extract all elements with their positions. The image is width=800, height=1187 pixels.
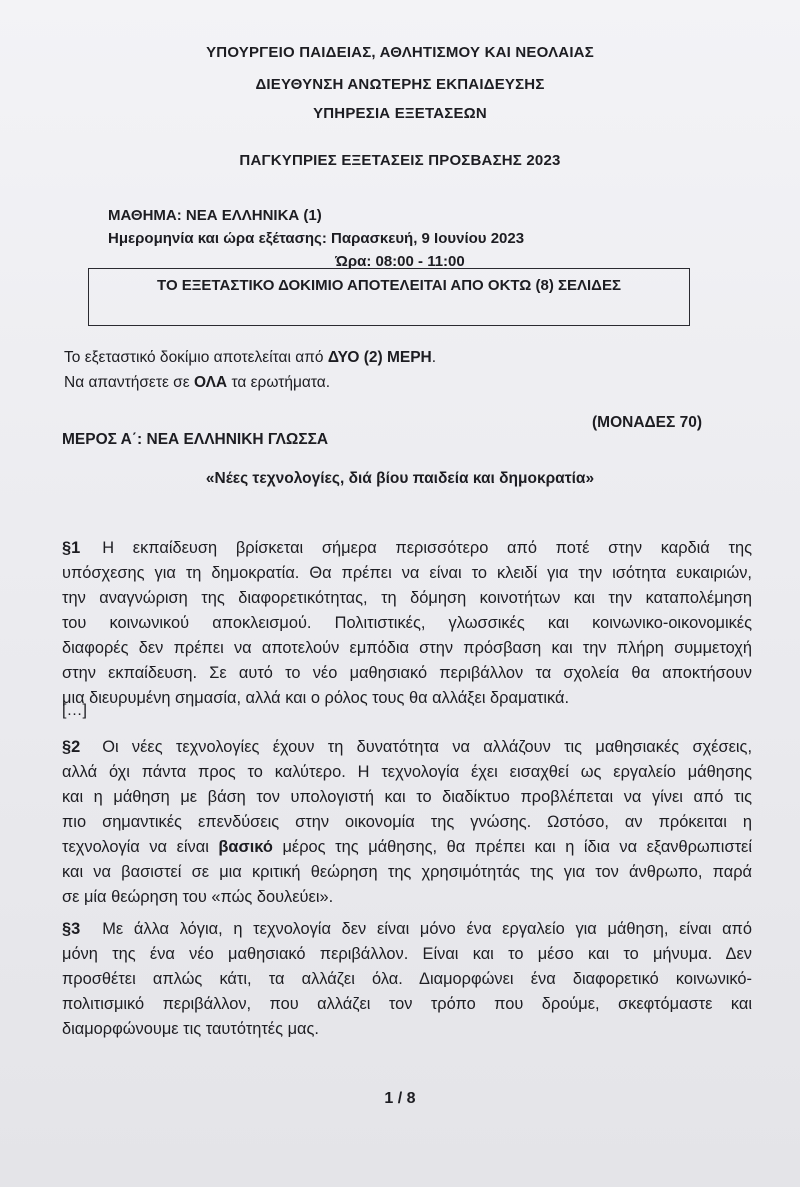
paragraph-text: Η εκπαίδευση βρίσκεται σήμερα περισσότερο από ποτέ στην καρδιά της	[102, 539, 752, 557]
paragraph-text: τεχνολογία να είναι	[62, 838, 219, 856]
paragraph-line: διαφορές δεν πρέπει να αποτελούν εμπόδια στην πρόσβαση και την πλήρη συμμετοχή	[62, 639, 752, 657]
paragraph-line	[62, 917, 752, 942]
paragraph-text: Με άλλα λόγια, η τεχνολογία δεν είναι μόνο ένα εργαλείο για μάθηση, είναι από	[102, 920, 752, 938]
paragraph-line: και η μάθηση με βάση τον υπολογιστή και το διαδίκτυο προβλέπεται να γίνει από τις	[62, 788, 752, 806]
page-number: 1 / 8	[384, 1090, 416, 1107]
part-a-title: ΜΕΡΟΣ Α΄: ΝΕΑ ΕΛΛΗΝΙΚΗ ΓΛΩΣΣΑ	[62, 431, 329, 448]
paragraph-line: και να βασιστεί σε μια κριτική θεώρηση της χρησιμότητάς της για τον άνθρωπο, παρά	[62, 863, 752, 881]
paragraph-number: §1	[62, 539, 81, 557]
exam-time-line: Ώρα: 08:00 - 11:00	[335, 253, 465, 270]
paragraph-line: την αναγνώριση της διαφορετικότητας, τη δόμηση κοινοτήτων και την καταπολέμηση	[62, 589, 752, 607]
emphasis-word: βασικό	[218, 838, 273, 856]
instruction-emphasis: ΟΛΑ	[193, 374, 228, 391]
paragraph-line: διαμορφώνουμε τις ταυτότητές μας.	[62, 1020, 319, 1038]
paragraph-line: σε μία θεώρηση του «πώς δουλεύει».	[62, 888, 334, 906]
paragraph-1	[62, 536, 752, 711]
instruction-line-2	[64, 374, 330, 392]
part-a-points: (ΜΟΝΑΔΕΣ 70)	[592, 414, 703, 431]
instruction-emphasis: ΔΥΟ (2) ΜΕΡΗ	[327, 349, 432, 366]
instruction-text: Να απαντήσετε σε	[64, 374, 194, 391]
paragraph-line: πιο σημαντικές επενδύσεις στην οικονομία της γνώσης. Ωστόσο, αν πρόκειται η	[62, 813, 752, 831]
pages-notice-text: ΤΟ ΕΞΕΤΑΣΤΙΚΟ ΔΟΚΙΜΙΟ ΑΠΟΤΕΛΕΙΤΑΙ ΑΠΟ ΟΚΤΩ (8) ΣΕΛΙΔΕΣ	[157, 277, 621, 294]
paragraph-2	[62, 735, 752, 910]
instruction-line-1	[64, 349, 436, 367]
paragraph-line: μόνη της ένα νέο μαθησιακό περιβάλλον. Είναι και το μέσο και το μήνυμα. Δεν	[62, 945, 752, 963]
subject-line: ΜΑΘΗΜΑ: ΝΕΑ ΕΛΛΗΝΙΚΑ (1)	[108, 207, 322, 224]
exam-date-line: Ημερομηνία και ώρα εξέτασης: Παρασκευή, 9 Ιουνίου 2023	[108, 230, 525, 247]
exam-title: ΠΑΓΚΥΠΡΙΕΣ ΕΞΕΤΑΣΕΙΣ ΠΡΟΣΒΑΣΗΣ 2023	[239, 152, 561, 169]
paragraph-line	[62, 835, 752, 860]
paragraph-line	[62, 536, 752, 561]
pages-notice-box	[88, 268, 690, 326]
ministry-title: ΥΠΟΥΡΓΕΙΟ ΠΑΙΔΕΙΑΣ, ΑΘΛΗΤΙΣΜΟΥ ΚΑΙ ΝΕΟΛΑΙΑΣ	[206, 44, 594, 61]
instruction-text: Το εξεταστικό δοκίμιο αποτελείται από	[64, 349, 328, 366]
paragraph-number: §3	[62, 920, 81, 938]
paragraph-line: αλλά όχι πάντα προς το καλύτερο. Η τεχνολογία έχει εισαχθεί ως εργαλείο μάθησης	[62, 763, 752, 781]
paragraph-line: πολιτισμικό περιβάλλον, που αλλάζει τον τρόπο που δρούμε, σκεφτόμαστε και	[62, 995, 752, 1013]
paragraph-3	[62, 917, 752, 1042]
paragraph-line	[62, 735, 752, 760]
instruction-text: .	[431, 349, 437, 366]
paragraph-line: στην εκπαίδευση. Σε αυτό το νέο μαθησιακό περιβάλλον τα σχολεία θα αποκτήσουν	[62, 664, 752, 682]
paragraph-text: μέρος της μάθησης, θα πρέπει και η ίδια να εξανθρωπιστεί	[272, 838, 752, 856]
paragraph-text: Οι νέες τεχνολογίες έχουν τη δυνατότητα να αλλάζουν τις μαθησιακές σχέσεις,	[102, 738, 752, 756]
service-title: ΥΠΗΡΕΣΙΑ ΕΞΕΤΑΣΕΩΝ	[313, 105, 487, 122]
paragraph-number: §2	[62, 738, 81, 756]
omission-mark: […]	[62, 702, 87, 719]
paragraph-line: μια διευρυμένη σημασία, αλλά και ο ρόλος τους θα αλλάξει δραματικά.	[62, 689, 570, 707]
instruction-text: τα ερωτήματα.	[227, 374, 331, 391]
passage-title: «Νέες τεχνολογίες, διά βίου παιδεία και δημοκρατία»	[205, 470, 595, 487]
paragraph-line: προσθέτει απλώς κάτι, τα αλλάζει όλα. Διαμορφώνει ένα διαφορετικό κοινωνικό-	[62, 970, 752, 988]
directorate-title: ΔΙΕΥΘΥΝΣΗ ΑΝΩΤΕΡΗΣ ΕΚΠΑΙΔΕΥΣΗΣ	[255, 76, 545, 93]
paragraph-line: του κοινωνικού αποκλεισμού. Πολιτιστικές, γλωσσικές και κοινωνικο-οικονομικές	[62, 614, 752, 632]
paragraph-line: υπόσχεσης για τη δημοκρατία. Θα πρέπει να είναι το κλειδί για την ισότητα ευκαιριών,	[62, 564, 752, 582]
